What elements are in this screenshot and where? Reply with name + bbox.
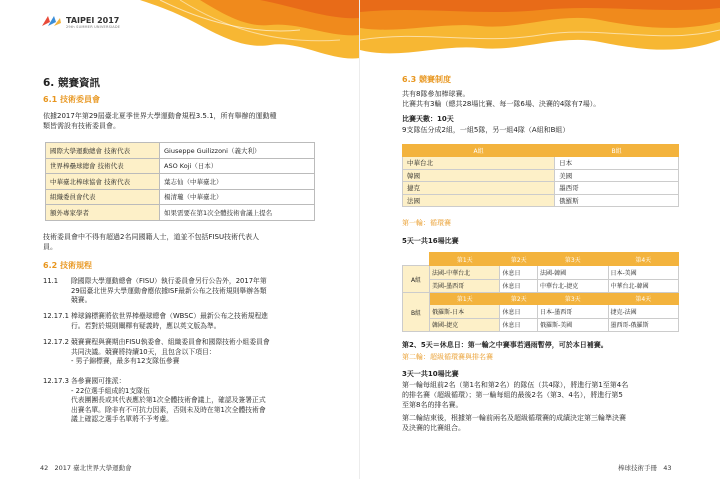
table-header: 第4天 (608, 293, 679, 305)
schedule-title: 5天一共16場比賽 (402, 237, 459, 245)
table-cell: 日本 (555, 157, 679, 170)
table-cell: 中華臺北棒球協會 技術代表 (46, 174, 160, 190)
table-cell: 美國 (555, 169, 679, 182)
universiade-logo-icon (40, 14, 62, 30)
note-line-2: 員。 (43, 243, 57, 251)
table-cell: ASO Koji（日本） (160, 158, 315, 174)
table-cell: 如果需要在第1次全體技術會議上提名 (160, 205, 315, 221)
committee-table (45, 142, 315, 221)
table-header: 第3天 (538, 253, 608, 266)
round-2-title: 第二輪：超級循環賽與排名賽 (402, 353, 493, 361)
table-cell: 中華台北-韓國 (608, 279, 679, 293)
round-2-line-4: 第二輪結束後，根據第一輪前兩名及超級循環賽的成績決定第三輪準決賽 (402, 414, 626, 422)
round-1-title: 第一輪：循環賽 (402, 219, 451, 227)
group-table (402, 144, 679, 207)
subsection-6-3: 6.3 競賽制度 (402, 75, 451, 84)
intro-line-2: 類皆需設有技術委員會。 (43, 122, 120, 130)
table-row (403, 169, 679, 182)
rest-day-note: 第2、5天＝休息日：第一輪之中賽事若遇雨暫停，可於本日補賽。 (402, 341, 608, 349)
group-label: A組 (403, 266, 430, 293)
table-cell: 韓國 (403, 169, 555, 182)
note-line-1: 技術委員會中不得有超過2名同國籍人士，道並不包括FISU技術代表人 (43, 233, 260, 241)
para-2: 比賽共有3輪（總共28場比賽、每一隊6場、決賽的4隊有7場）。 (402, 100, 601, 108)
table-header: 第1天 (430, 253, 500, 266)
table-row (403, 279, 679, 293)
logo-subtitle: 29th SUMMER UNIVERSIADE (66, 24, 121, 29)
table-row (403, 182, 679, 195)
page-footer (40, 463, 132, 472)
rule-line: 除國際大學運動總會（FISU）執行委員會另行公告外，2017年第 (71, 277, 267, 285)
days-title: 比賽天數：10天 (402, 115, 454, 123)
table-cell: 美國-墨西哥 (430, 279, 500, 293)
table-cell: 中華台北-捷克 (538, 279, 608, 293)
table-cell: 中華台北 (403, 157, 555, 170)
table-cell: 日本-美國 (608, 266, 679, 280)
table-header: 第4天 (608, 253, 679, 266)
table-header-row (403, 253, 679, 266)
table-row (46, 189, 315, 205)
round-2-line-2: 的排名賽（超級循環）；第一輪每組的最後2名（第3、4名），將進行第5 (402, 391, 623, 399)
table-header: A組 (403, 145, 555, 157)
table-cell: 葉志仙（中華臺北） (160, 174, 315, 190)
round-2-line-3: 至第8名的排名賽。 (402, 401, 463, 409)
rule-line: 競賽賽程與賽期由FISU執委會、組織委員會和國際技術小組委員會 (71, 338, 270, 346)
table-header: B組 (555, 145, 679, 157)
footer-title: 棒球技術手冊 (618, 464, 657, 472)
table-cell: 休息日 (500, 266, 538, 280)
table-cell: 休息日 (500, 318, 538, 332)
table-header-row (403, 293, 679, 305)
rule-number: 12.17.1 (43, 312, 69, 320)
rule-line: 共同決議。競賽將持續10天，且包含以下項目： (71, 347, 216, 356)
table-cell: 休息日 (500, 305, 538, 319)
table-cell: 韓國-捷克 (430, 318, 500, 332)
subsection-6-2: 6.2 技術規程 (43, 261, 92, 270)
footer-title: 2017 臺北世界大學運動會 (54, 464, 132, 472)
section-heading: 6. 競賽資訊 (43, 77, 100, 89)
round-2-line-1: 第一輪每組前2名（第1名和第2名）的隊伍（共4隊），將進行第1至第4名 (402, 381, 629, 389)
round-2-line-5: 及決賽的比賽組合。 (402, 424, 465, 432)
round-2-count: 3天一共10場比賽 (402, 370, 459, 378)
table-header: 第2天 (500, 293, 538, 305)
table-cell: 日本-墨西哥 (538, 305, 608, 319)
para-3: 9支隊伍分成2組，一組5隊，另一組4隊（A組和B組） (402, 126, 570, 134)
rule-line: 行。若對於規則闡釋有疑義時，應以英文版為準。 (71, 321, 221, 330)
table-cell: 國際大學運動總會 技術代表 (46, 143, 160, 159)
table-cell: Giuseppe Guilizzoni（義大利） (160, 143, 315, 159)
table-header: 第1天 (430, 293, 500, 305)
rule-line: - 22位選手組成的1支隊伍 (71, 386, 150, 395)
table-cell: 俄羅斯-美國 (538, 318, 608, 332)
table-cell: 法國-中華台北 (430, 266, 500, 280)
intro-line-1: 依據2017年第29屆臺北夏季世界大學運動會規程3.5.1，所有舉辦的運動種 (43, 112, 277, 120)
table-cell: 組織委員會代表 (46, 189, 160, 205)
rule-line: 代表團團長或其代表應於第1次全體技術會議上，確認及簽署正式 (71, 396, 266, 405)
rule-number: 12.17.2 (43, 338, 69, 346)
table-cell: 額外專家學者 (46, 205, 160, 221)
rule-line: 競賽。 (71, 296, 92, 305)
page-number: 42 (40, 464, 49, 472)
rule-line: 出賽名單。除非有不可抗力因素，否則未及時在第1次全體技術會 (71, 405, 266, 414)
rule-number: 11.1 (43, 277, 59, 285)
decorative-banner (0, 0, 360, 70)
table-cell: 俄羅斯 (555, 194, 679, 207)
table-row (46, 143, 315, 159)
table-cell: 休息日 (500, 279, 538, 293)
rule-line: 議上確認之選手名單將不予考慮。 (71, 415, 173, 424)
table-row (403, 194, 679, 207)
table-cell: 楊清瓏（中華臺北） (160, 189, 315, 205)
table-cell: 捷克 (403, 182, 555, 195)
table-row (46, 174, 315, 190)
table-header-row (403, 145, 679, 157)
blank-cell (403, 253, 430, 266)
para-1: 共有8隊參加棒球賽。 (402, 90, 470, 98)
rule-line: 棒球錦標賽將依世界棒壘球總會（WBSC）最新公布之技術規程進 (71, 312, 269, 320)
subsection-6-1: 6.1 技術委員會 (43, 95, 100, 104)
table-cell: 世界棒壘球總會 技術代表 (46, 158, 160, 174)
table-header: 第3天 (538, 293, 608, 305)
rule-line: 各參賽國可推派： (71, 377, 126, 385)
schedule-table (402, 252, 679, 332)
rule-line: - 男子錦標賽，最多有12支隊伍參賽 (71, 357, 180, 366)
logo (40, 14, 120, 30)
table-row (403, 305, 679, 319)
table-cell: 墨西哥-俄羅斯 (608, 318, 679, 332)
table-cell: 墨西哥 (555, 182, 679, 195)
page-number: 43 (663, 464, 672, 472)
table-row (403, 266, 679, 280)
table-header: 第2天 (500, 253, 538, 266)
page-footer (618, 463, 671, 472)
table-row (403, 157, 679, 170)
table-cell: 俄羅斯-日本 (430, 305, 500, 319)
table-cell: 捷克-法國 (608, 305, 679, 319)
rule-line: 29屆臺北世界大學運動會應依據ISF最新公布之技術規則舉辦各類 (71, 286, 267, 295)
table-row (46, 205, 315, 221)
table-cell: 法國-韓國 (538, 266, 608, 280)
logo-title: TAIPEI 2017 (66, 15, 120, 25)
decorative-banner (360, 0, 720, 70)
table-cell: 法國 (403, 194, 555, 207)
table-row (403, 318, 679, 332)
rule-number: 12.17.3 (43, 377, 69, 385)
table-row (46, 158, 315, 174)
group-label: B組 (403, 293, 430, 332)
